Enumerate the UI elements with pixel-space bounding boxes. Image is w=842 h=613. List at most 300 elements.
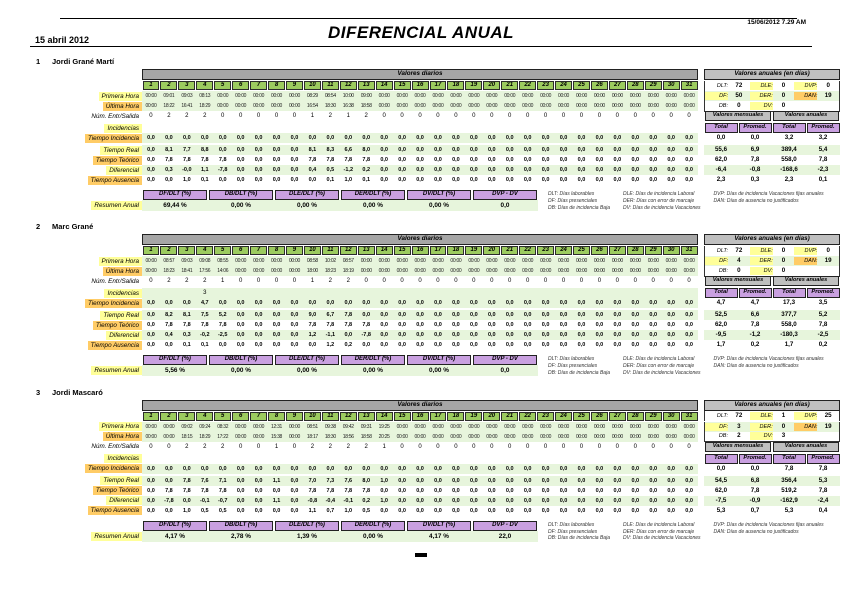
primera-hora-cell: 00:00 — [522, 423, 534, 430]
resumen-value-cell: 22,0 — [498, 532, 512, 540]
legend-entry: DLT: Días laborables — [548, 521, 595, 528]
tiempo-incidencia-total: 0,0 — [750, 134, 760, 141]
employee-number: 2 — [36, 222, 41, 232]
tiempo-incidencia-cell: 0,0 — [218, 465, 227, 472]
dv-value: 0 — [781, 266, 786, 274]
tiempo-teorico-cell: 0,0 — [434, 487, 442, 494]
resumen-section — [30, 190, 842, 211]
primera-hora-cell: 09:01 — [163, 93, 175, 99]
resumen-header-cell: DER/DLT (%) — [341, 521, 405, 531]
promed-header: Promed. — [739, 123, 772, 133]
tiempo-ausencia-cell: 0,0 — [236, 507, 245, 514]
ultima-hora-cell: 00:00 — [504, 268, 516, 275]
tiempo-real-total: 6,8 — [750, 476, 760, 484]
tiempo-incidencia-cell: 0,0 — [505, 300, 514, 307]
tiempo-real-cell: 8,0 — [362, 477, 371, 484]
resumen-anual-label: Resumen Anual — [91, 201, 142, 210]
tiempo-ausencia-cell: 0,1 — [183, 342, 191, 349]
diferencial-cell: 0,0 — [398, 497, 406, 504]
day-number-header: 24 — [555, 412, 572, 421]
diferencial-cell: 0,0 — [487, 167, 496, 173]
tiempo-incidencia-cell: 0,0 — [308, 465, 317, 472]
report-body — [0, 57, 842, 542]
tiempo-incidencia-cell: 0,0 — [308, 300, 317, 307]
num-entr-salida-cell: 0 — [543, 113, 548, 119]
tiempo-teorico-cell: 0,0 — [416, 157, 424, 163]
diferencial-cell: -7,8 — [217, 167, 228, 173]
day-number-header: 13 — [358, 81, 375, 90]
day-number-header: 7 — [250, 412, 267, 421]
tiempo-teorico-cell: 0,0 — [541, 487, 550, 494]
diferencial-cell: 0,0 — [613, 497, 622, 504]
employee-name: Jordi Mascaró — [52, 387, 103, 397]
incidencias-cell — [286, 288, 304, 298]
primera-hora-cell: 00:00 — [611, 258, 623, 265]
primera-hora-cell: 09:00 — [360, 93, 372, 99]
num-entr-salida-cell: 1 — [274, 443, 279, 450]
incidencias-cell — [142, 288, 160, 298]
day-number-header: 2 — [160, 246, 177, 255]
diferencial-cell: 0,0 — [416, 497, 424, 504]
tiempo-ausencia-cell: 0,0 — [685, 177, 693, 183]
tiempo-real-cell: 1,1 — [272, 477, 281, 484]
resumen-header-cell: DV/DLT (%) — [407, 190, 471, 200]
tiempo-teorico-cell: 0,0 — [487, 157, 496, 163]
tiempo-teorico-cell: 7,8 — [308, 487, 317, 494]
tiempo-teorico-cell: 0,0 — [380, 322, 388, 329]
valores-anuales-header: Valores anuales — [773, 111, 839, 121]
tiempo-real-cell: 8,0 — [362, 147, 371, 153]
num-entr-salida-cell: 0 — [597, 278, 602, 285]
diferencial-cell: -1,2 — [343, 167, 354, 173]
tiempo-teorico-cell: 0,0 — [487, 487, 496, 494]
dlt-label: DLT: — [716, 413, 728, 420]
num-entr-salida-cell: 1 — [382, 443, 386, 450]
tiempo-incidencia-cell: 0,0 — [398, 300, 406, 307]
tiempo-real-cell: 0,0 — [398, 147, 406, 153]
diferencial-cell: 0,4 — [165, 332, 173, 339]
diferencial-cell: 0,0 — [470, 332, 478, 339]
diferencial-cell: 0,0 — [595, 332, 604, 339]
legend-entry: DVP: Días de incidencia Vacaciones fijas anuales — [713, 521, 824, 528]
tiempo-teorico-cell: 7,8 — [326, 157, 335, 163]
primera-hora-cell: 00:00 — [629, 93, 641, 99]
num-entr-salida-cell: 0 — [687, 278, 691, 285]
primera-hora-cell: 00:00 — [647, 423, 659, 430]
num-entr-salida-cell: 2 — [221, 443, 225, 450]
primera-hora-cell: 09:02 — [181, 423, 193, 430]
tiempo-incidencia-cell: 0,0 — [272, 135, 281, 141]
incidencias-cell — [178, 288, 196, 298]
primera-hora-cell: 00:00 — [253, 423, 265, 430]
ultima-hora-cell: 00:00 — [486, 433, 498, 440]
der-value: 0 — [781, 92, 786, 99]
tiempo-real-cell: 0,0 — [667, 312, 675, 319]
resumen-header-cell: DER/DLT (%) — [341, 190, 405, 200]
tiempo-real-cell: 0,0 — [487, 312, 496, 319]
day-number-header: 24 — [555, 246, 572, 255]
diferencial-total: -6,4 — [715, 166, 727, 173]
diferencial-cell: 0,0 — [559, 167, 568, 173]
tiempo-ausencia-cell: 0,0 — [452, 342, 460, 349]
incidencias-cell — [214, 288, 232, 298]
primera-hora-cell: 00:00 — [253, 93, 265, 99]
der-label: DER: — [750, 423, 773, 431]
diferencial-cell: 0,0 — [631, 167, 640, 173]
tiempo-real-totals — [704, 476, 840, 486]
day-number-header: 31 — [681, 412, 698, 421]
tiempo-real-total: 6,9 — [750, 146, 760, 153]
tiempo-ausencia-cell: 0,0 — [487, 507, 496, 514]
tiempo-ausencia-cell: 0,1 — [200, 342, 209, 349]
tiempo-teorico-cell: 0,0 — [470, 157, 478, 163]
primera-hora-cell: 00:00 — [540, 423, 552, 430]
num-entr-salida-cell: 2 — [185, 443, 189, 450]
diferencial-cell: 1,2 — [308, 332, 317, 339]
tiempo-ausencia-cell: 0,0 — [595, 342, 604, 349]
tiempo-real-cell: 0,0 — [505, 312, 514, 319]
tiempo-ausencia-total: 5,3 — [716, 506, 726, 514]
diferencial-cell: 0,0 — [631, 332, 640, 339]
incidencias-cell — [573, 288, 591, 298]
tiempo-incidencia-cell: 0,0 — [183, 465, 191, 472]
tiempo-ausencia-totals — [704, 175, 840, 185]
tiempo-real-cell: 0,0 — [236, 147, 245, 153]
dlt-value: 72 — [735, 246, 743, 254]
diferencial-cell: 0,0 — [559, 497, 568, 504]
tiempo-incidencia-label: Tiempo Incidencia — [85, 299, 142, 308]
day-number-header: 1 — [143, 81, 160, 90]
tiempo-incidencia-cell: 0,0 — [362, 465, 371, 472]
primera-hora-cell: 08:58 — [306, 258, 318, 265]
num-entr-salida-cell: 1 — [221, 278, 225, 285]
day-number-header: 10 — [304, 246, 321, 255]
tiempo-incidencia-cell: 0,0 — [452, 465, 460, 472]
day-number-header: 9 — [286, 81, 303, 90]
tiempo-incidencia-cell: 0,0 — [147, 300, 155, 307]
resumen-value-row — [142, 365, 538, 376]
tiempo-incidencia-cell: 0,0 — [218, 300, 227, 307]
num-entr-salida-cell: 2 — [310, 443, 315, 450]
diferencial-cell: -2,5 — [217, 332, 228, 339]
tiempo-real-cell: 0,0 — [523, 147, 532, 153]
tiempo-incidencia-cell: 0,0 — [487, 465, 496, 472]
tiempo-incidencia-cell: 0,0 — [470, 300, 478, 307]
tiempo-real-row — [142, 476, 698, 486]
day-number-header: 7 — [250, 81, 267, 90]
tiempo-real-cell: 0,0 — [631, 147, 640, 153]
diferencial-cell: -0,0 — [182, 167, 192, 173]
ultima-hora-cell: 00:00 — [414, 433, 426, 440]
valores-anuales-header: Valores anuales — [773, 276, 839, 286]
tiempo-teorico-cell: 7,8 — [362, 487, 371, 494]
employee-heading — [36, 388, 842, 397]
ultima-hora-cell: 00:00 — [647, 103, 659, 109]
tiempo-ausencia-cell: 0,0 — [362, 342, 371, 349]
valores-anuales-dias-header: Valores anuales (en días) — [704, 400, 840, 411]
tiempo-ausencia-total: 1,7 — [784, 341, 794, 349]
diferencial-cell: 0,0 — [452, 167, 460, 173]
tiempo-incidencia-total: 0,0 — [716, 464, 726, 472]
tiempo-teorico-cell: 0,0 — [595, 157, 604, 163]
day-number-header: 6 — [232, 412, 249, 421]
diferencial-cell: 0,0 — [523, 332, 532, 339]
tiempo-real-cell: 0,0 — [595, 312, 604, 319]
resumen-header-cell: DB/DLT (%) — [209, 355, 273, 365]
ultima-hora-cell: 00:00 — [575, 433, 587, 440]
primera-hora-cell: 00:00 — [450, 423, 462, 430]
ultima-hora-cell: 00:00 — [414, 268, 426, 275]
day-number-header: 17 — [430, 246, 447, 255]
tiempo-ausencia-total: 0,3 — [750, 176, 760, 183]
tiempo-real-cell: 0,0 — [398, 312, 406, 319]
num-entr-salida-cell: 2 — [203, 113, 207, 119]
tiempo-incidencia-cell: 0,0 — [416, 135, 424, 141]
primera-hora-cell: 00:00 — [647, 258, 659, 265]
ultima-hora-cell: 16:38 — [342, 103, 354, 109]
primera-hora-cell: 00:00 — [486, 93, 498, 99]
diferencial-label: Diferencial — [106, 496, 142, 505]
day-number-header: 25 — [573, 81, 590, 90]
tiempo-teorico-total: 558,0 — [781, 321, 797, 329]
dan-label: DAN: — [794, 423, 817, 431]
tiempo-ausencia-total: 5,3 — [784, 506, 794, 514]
num-entr-salida-cell: 0 — [633, 278, 637, 285]
ultima-hora-cell: 00:00 — [253, 103, 265, 109]
employee-heading — [36, 57, 842, 66]
legend-entry: DVP: Días de incidencia Vacaciones fijas anuales — [713, 191, 824, 197]
diferencial-total: -0,9 — [749, 496, 761, 504]
num-entr-salida-cell: 1 — [310, 278, 315, 285]
tiempo-real-cell: 0,0 — [613, 147, 622, 153]
tiempo-incidencia-row — [142, 133, 698, 143]
tiempo-incidencia-total: 17,3 — [782, 299, 796, 307]
primera-hora-cell: 00:00 — [163, 423, 175, 430]
day-number-header: 30 — [663, 246, 680, 255]
tiempo-teorico-cell: 0,0 — [505, 322, 514, 329]
tiempo-ausencia-cell: 0,0 — [290, 507, 299, 514]
tiempo-ausencia-cell: 0,0 — [577, 507, 586, 514]
tiempo-ausencia-label: Tiempo Ausencia — [88, 506, 142, 515]
ultima-hora-cell: 00:00 — [540, 268, 552, 275]
num-entr-salida-cell: 0 — [292, 278, 297, 285]
tiempo-teorico-cell: 0,0 — [613, 322, 622, 329]
tiempo-ausencia-cell: 0,0 — [236, 342, 245, 349]
tiempo-real-cell: 0,0 — [470, 477, 478, 484]
dle-value: 0 — [781, 246, 786, 254]
diferencial-cell: 0,0 — [416, 332, 424, 339]
incidencias-cell — [644, 288, 662, 298]
page-title: DIFERENCIAL ANUAL — [327, 23, 515, 42]
legend-entry: DB: Días de incidencia Baja — [548, 369, 610, 376]
der-label: DER: — [750, 257, 773, 265]
diferencial-cell: 0,0 — [147, 332, 155, 339]
num-entr-salida-cell: 2 — [328, 278, 333, 285]
tiempo-real-cell: 0,0 — [595, 477, 604, 484]
tiempo-ausencia-cell: 0,0 — [147, 342, 155, 349]
incidencias-row — [142, 288, 698, 298]
legend-entry: DAN: Días de ausencia no justificados — [713, 197, 799, 204]
annual-days-row-2 — [704, 256, 840, 266]
tiempo-real-row — [142, 145, 698, 155]
dan-value: 19 — [824, 257, 832, 265]
ultima-hora-cell: 00:00 — [629, 103, 641, 109]
dv-value: 3 — [781, 432, 786, 440]
primera-hora-cell: 08:32 — [217, 423, 229, 430]
tiempo-incidencia-cell: 0,0 — [559, 135, 568, 141]
tiempo-ausencia-cell: 0,0 — [523, 342, 532, 349]
tiempo-real-cell: 8,2 — [165, 312, 173, 319]
incidencias-cell — [321, 288, 339, 298]
ultima-hora-cell: 18:17 — [306, 433, 318, 440]
num-entr-salida-cell: 0 — [400, 113, 404, 119]
diferencial-cell: -0,1 — [200, 497, 210, 504]
diferencial-cell: 0,4 — [308, 167, 317, 173]
tiempo-ausencia-cell: 0,0 — [434, 507, 442, 514]
df-label: DF: — [705, 423, 728, 431]
diferencial-label: Diferencial — [106, 166, 142, 175]
tiempo-real-cell: 0,0 — [595, 147, 604, 153]
primera-hora-cell: 08:13 — [199, 93, 211, 99]
tiempo-incidencia-cell: 0,0 — [326, 135, 335, 141]
day-number-header: 31 — [681, 81, 698, 90]
tiempo-ausencia-cell: 0,0 — [165, 177, 173, 183]
primera-hora-cell: 00:00 — [522, 258, 534, 265]
tiempo-real-total: 377,7 — [781, 311, 797, 319]
primera-hora-cell: 00:00 — [432, 258, 444, 265]
num-entr-salida-cell: 0 — [669, 443, 673, 450]
tiempo-real-cell: 0,0 — [523, 312, 532, 319]
tiempo-ausencia-cell: 0,0 — [685, 507, 693, 514]
tiempo-ausencia-cell: 0,0 — [523, 177, 532, 183]
incidencias-cell — [339, 288, 357, 298]
tiempo-teorico-cell: 0,0 — [398, 157, 406, 163]
num-entr-salida-cell: 0 — [418, 113, 422, 119]
day-number-header: 26 — [591, 412, 608, 421]
tiempo-real-cell: 0,0 — [290, 147, 299, 153]
legend-entry: DVP: Días de incidencia Vacaciones fijas anuales — [713, 356, 824, 363]
num-entr-salida-cell: 0 — [472, 443, 476, 450]
primera-hora-cell: 00:00 — [486, 423, 498, 430]
num-entr-salida-cell: 2 — [167, 113, 171, 119]
ultima-hora-label: Última Hora — [103, 267, 142, 276]
primera-hora-cell: 00:00 — [665, 93, 677, 99]
incidencias-cell — [447, 288, 465, 298]
num-entr-salida-cell: 0 — [454, 113, 458, 119]
ultima-hora-cell: 00:00 — [468, 103, 480, 109]
tiempo-real-cell: 0,0 — [434, 312, 442, 319]
tiempo-incidencia-cell: 0,0 — [541, 135, 550, 141]
primera-hora-cell: 00:00 — [504, 93, 516, 99]
ultima-hora-cell: 00:00 — [396, 268, 408, 275]
ultima-hora-cell: 00:00 — [647, 268, 659, 275]
tiempo-ausencia-cell: 0,0 — [595, 177, 604, 183]
ultima-hora-cell: 00:00 — [558, 433, 570, 440]
ultima-hora-cell: 00:00 — [235, 268, 247, 275]
tiempo-real-total: 5,3 — [818, 476, 828, 484]
ultima-hora-label: Última Hora — [103, 102, 142, 111]
ultima-hora-cell: 00:00 — [378, 268, 390, 275]
tiempo-teorico-cell: 0,0 — [559, 157, 568, 163]
tiempo-real-cell: 0,0 — [254, 477, 263, 484]
diferencial-cell: 0,0 — [649, 167, 658, 173]
tiempo-ausencia-total: 0,7 — [750, 506, 760, 514]
tiempo-real-cell: 7,7 — [183, 147, 191, 153]
tiempo-ausencia-cell: 0,0 — [613, 177, 622, 183]
tiempo-ausencia-cell: 0,0 — [631, 342, 640, 349]
employee-name: Marc Grané — [52, 222, 94, 232]
tiempo-teorico-cell: 0,0 — [147, 157, 155, 163]
primera-hora-cell: 09:38 — [324, 423, 336, 430]
tiempo-incidencia-cell: 0,0 — [272, 300, 281, 307]
primera-hora-cell: 09:42 — [342, 423, 354, 430]
ultima-hora-cell: 00:00 — [468, 433, 480, 440]
tiempo-real-label: Tiempo Real — [100, 476, 142, 485]
diferencial-cell: -0,8 — [307, 497, 318, 504]
incidencias-cell — [268, 288, 286, 298]
tiempo-teorico-cell: 0,0 — [649, 157, 658, 163]
primera-hora-cell: 00:00 — [145, 93, 157, 99]
tiempo-real-cell: 0,0 — [523, 477, 532, 484]
incidencias-cell — [375, 288, 393, 298]
dan-value: 19 — [824, 422, 832, 430]
primera-hora-cell: 00:00 — [683, 93, 695, 99]
primera-hora-cell: 09:31 — [360, 423, 372, 430]
diferencial-total: -7,5 — [715, 496, 727, 504]
diferencial-cell: 0,0 — [236, 332, 245, 339]
num-entr-salida-cell: 0 — [597, 113, 602, 119]
day-number-header: 19 — [465, 412, 482, 421]
day-number-header: 6 — [232, 81, 249, 90]
diferencial-cell: 0,0 — [685, 332, 693, 339]
tiempo-real-cell: 7,8 — [344, 312, 353, 319]
tiempo-teorico-cell: 7,8 — [362, 322, 371, 329]
tiempo-ausencia-cell: 0,0 — [541, 342, 550, 349]
dan-label: DAN: — [794, 92, 817, 100]
ultima-hora-cell: 16:54 — [306, 103, 318, 109]
incidencias-cell — [662, 288, 680, 298]
tiempo-incidencia-totals — [704, 298, 840, 308]
primera-hora-cell: 00:00 — [432, 93, 444, 99]
tiempo-teorico-cell: 0,0 — [667, 487, 675, 494]
tiempo-teorico-cell: 7,8 — [326, 487, 335, 494]
valores-diarios-header: Valores diarios — [142, 234, 698, 245]
tiempo-incidencia-cell: 0,0 — [254, 300, 263, 307]
legend-entry: DV: Días de incidencia Vacaciones — [622, 535, 701, 542]
dle-value: 0 — [781, 81, 786, 89]
tiempo-teorico-cell: 0,0 — [416, 487, 424, 494]
tiempo-teorico-total: 7,8 — [750, 156, 760, 163]
tiempo-ausencia-total: 2,3 — [716, 176, 726, 183]
primera-hora-cell: 00:00 — [145, 423, 157, 430]
diferencial-total: -9,5 — [715, 331, 727, 339]
day-number-header: 10 — [304, 412, 321, 421]
ultima-hora-cell: 00:00 — [593, 433, 605, 440]
diferencial-cell: 0,2 — [362, 497, 371, 504]
tiempo-real-cell: 0,0 — [147, 312, 155, 319]
day-number-header: 19 — [465, 81, 482, 90]
day-number-header: 10 — [304, 81, 321, 90]
tiempo-ausencia-cell: 0,0 — [236, 177, 245, 183]
primera-hora-cell: 00:00 — [558, 423, 570, 430]
day-number-header: 6 — [232, 246, 249, 255]
incidencias-cell — [608, 288, 626, 298]
ultima-hora-cell: 00:00 — [145, 433, 157, 440]
tiempo-ausencia-cell: 0,0 — [470, 507, 478, 514]
diferencial-cell: 0,0 — [505, 332, 514, 339]
legend-entry: DLE: Días de incidencia Laboral — [622, 356, 695, 363]
tiempo-real-cell: 0,0 — [416, 147, 424, 153]
